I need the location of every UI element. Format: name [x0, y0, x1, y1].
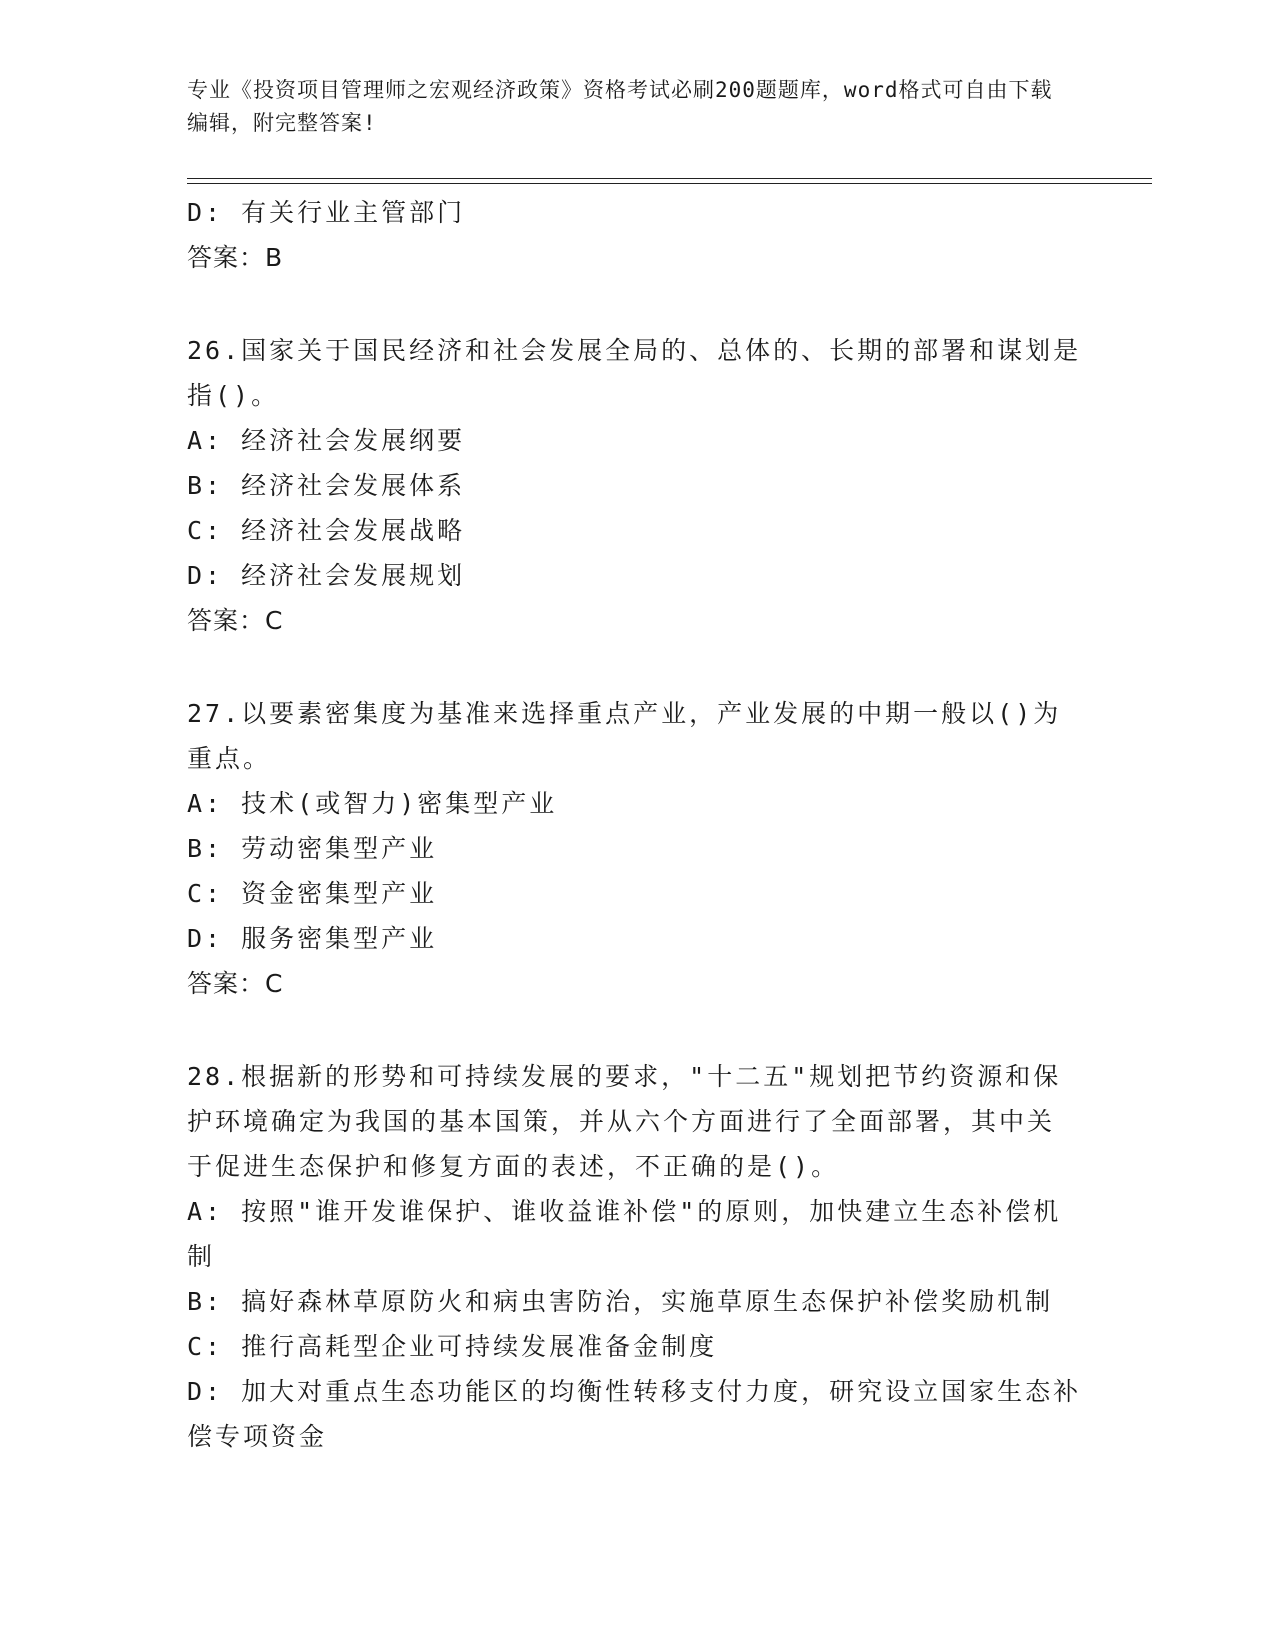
- spacer: [187, 280, 1082, 328]
- document-header: 专业《投资项目管理师之宏观经济政策》资格考试必刷200题题库，word格式可自由下载编辑，附完整答案!: [187, 78, 1053, 135]
- question-stem: 28.根据新的形势和可持续发展的要求，"十二五"规划把节约资源和保护环境确定为我国的基本国策，并从六个方面进行了全面部署，其中关于促进生态保护和修复方面的表述，不正确的是()。: [187, 1062, 1062, 1181]
- option-d: D: 服务密集型产业: [187, 924, 438, 953]
- option-c: C: 经济社会发展战略: [187, 516, 466, 545]
- option-a: A: 技术(或智力)密集型产业: [187, 789, 558, 818]
- option-c: C: 推行高耗型企业可持续发展准备金制度: [187, 1332, 718, 1361]
- option-d: D: 经济社会发展规划: [187, 561, 466, 590]
- spacer: [187, 643, 1082, 691]
- question-content: [187, 190, 1082, 1459]
- option-a: A: 经济社会发展纲要: [187, 426, 466, 455]
- option-a: A: 按照"谁开发谁保护、谁收益谁补偿"的原则，加快建立生态补偿机制: [187, 1197, 1062, 1271]
- question-28: [187, 1054, 1082, 1459]
- option-c: C: 资金密集型产业: [187, 879, 438, 908]
- header-rule-top: [187, 178, 1152, 179]
- carryover-answer: 答案：B: [187, 243, 284, 272]
- header-rule-bottom: [187, 183, 1152, 184]
- answer: 答案：C: [187, 969, 284, 998]
- option-b: B: 经济社会发展体系: [187, 471, 466, 500]
- carryover-option-d: D: 有关行业主管部门: [187, 198, 466, 227]
- option-b: B: 搞好森林草原防火和病虫害防治，实施草原生态保护补偿奖励机制: [187, 1287, 1054, 1316]
- option-b: B: 劳动密集型产业: [187, 834, 438, 863]
- question-26: [187, 328, 1082, 643]
- option-d: D: 加大对重点生态功能区的均衡性转移支付力度，研究设立国家生态补偿专项资金: [187, 1377, 1082, 1451]
- question-stem: 26.国家关于国民经济和社会发展全局的、总体的、长期的部署和谋划是指()。: [187, 336, 1082, 410]
- answer: 答案：C: [187, 606, 284, 635]
- spacer: [187, 1006, 1082, 1054]
- question-27: [187, 691, 1082, 1006]
- question-stem: 27.以要素密集度为基准来选择重点产业，产业发展的中期一般以()为重点。: [187, 699, 1062, 773]
